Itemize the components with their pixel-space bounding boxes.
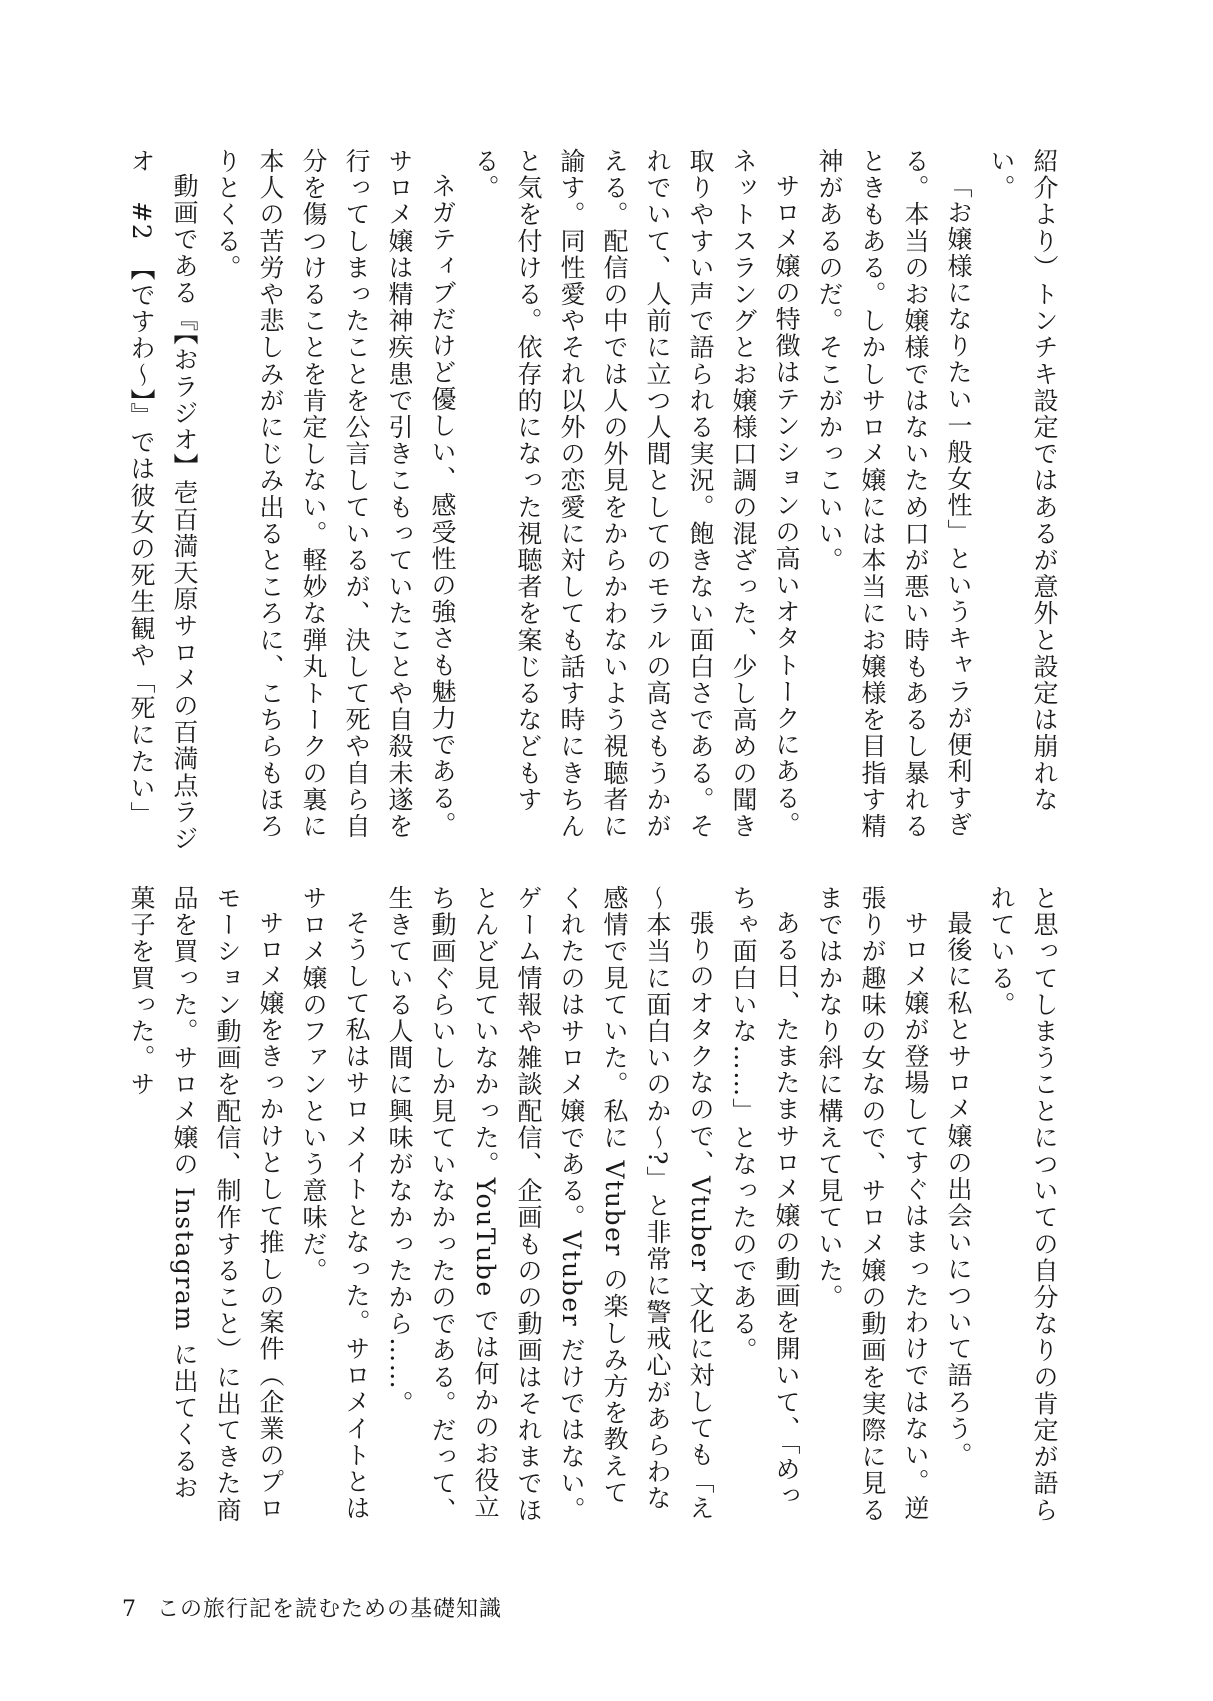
paragraph: サロメ嬢が登場してすぐはまったわけではない。逆張りが趣味の女なので、サロメ嬢の動画を実際に見るまではかなり斜に構えて見ていた。: [815, 885, 930, 1524]
paragraph: そうして私はサロメイトとなった。サロメイトとはサロメ嬢のファンという意味だ。: [299, 885, 371, 1522]
paragraph: 張りのオタクなので、Vtuber 文化に対しても「え～本当に面白いのか～?」と非常に警戒心があらわな感情で見ていた。私に Vtuber の楽しみ方を教えてくれたのはサロメ嬢である。Vtuber だけではない。ゲーム情報や雑談配信、企画ものの動画はそれまでほとんど見ていなかった。YouTube では何かのお役立ち動画ぐらいしか見ていなかったのである。だって、生きている人間に興味がなかったから……。: [385, 885, 715, 1524]
paragraph: サロメ嬢をきっかけとして推しの案件（企業のプロモーション動画を配信、制作すること）に出てきた商品を買った。サロメ嬢の Instagram に出てくるお菓子を買った。サ: [127, 885, 285, 1524]
paragraph: と思ってしまうことについての自分なりの肯定が語られている。: [987, 885, 1059, 1524]
paragraph: ネガティブだけど優しい、感受性の強さも魅力である。サロメ嬢は精神疾患で引きこもっていたことや自殺未遂を行ってしまったことを公言しているが、決して死や自ら自分を傷つけることを肯定しない。軽妙な弾丸トークの裏に本人の苦労や悲しみがにじみ出るところに、こちらもほろりとくる。: [213, 148, 457, 840]
paragraph: 「お嬢様になりたい一般女性」というキャラが便利すぎる。本当のお嬢様ではないため口が悪い時もあるし暴れるときもある。しかしサロメ嬢には本当にお嬢様を目指す精神があるのだ。そこがかっこいい。: [815, 148, 973, 840]
paragraph: サロメ嬢の特徴はテンションの高いオタトークにある。ネットスラングとお嬢様口調の混ざった、少し高めの聞き取りやすい声で語られる実況。飽きない面白さである。それでいて、人前に立つ人間としてのモラルの高さもうかがえる。配信の中では人の外見をからかわないよう視聴者に諭す。同性愛やそれ以外の恋愛に対しても話す時にきちんと気を付ける。依存的になった視聴者を案じるなどもする。: [471, 148, 801, 840]
paragraph: 最後に私とサロメ嬢の出会いについて語ろう。: [944, 910, 973, 1469]
page-number: 7: [122, 1597, 137, 1622]
page-footer: [122, 1592, 502, 1623]
paragraph: 紹介より）トンチキ設定ではあるが意外と設定は崩れない。: [987, 148, 1059, 813]
lower-text-block: [127, 885, 1066, 1525]
paragraph: 動画である『【おラジオ】壱百満天原サロメの百満点ラジオ #2 【ですわ～】』では彼女の死生観や「死にたい」: [127, 148, 199, 853]
paragraph: ある日、たまたまサロメ嬢の動画を開いて、「めっちゃ面白いな……」となったのである。: [729, 885, 801, 1510]
running-title: この旅行記を読むための基礎知識: [157, 1597, 503, 1622]
upper-text-block: [127, 148, 1066, 858]
